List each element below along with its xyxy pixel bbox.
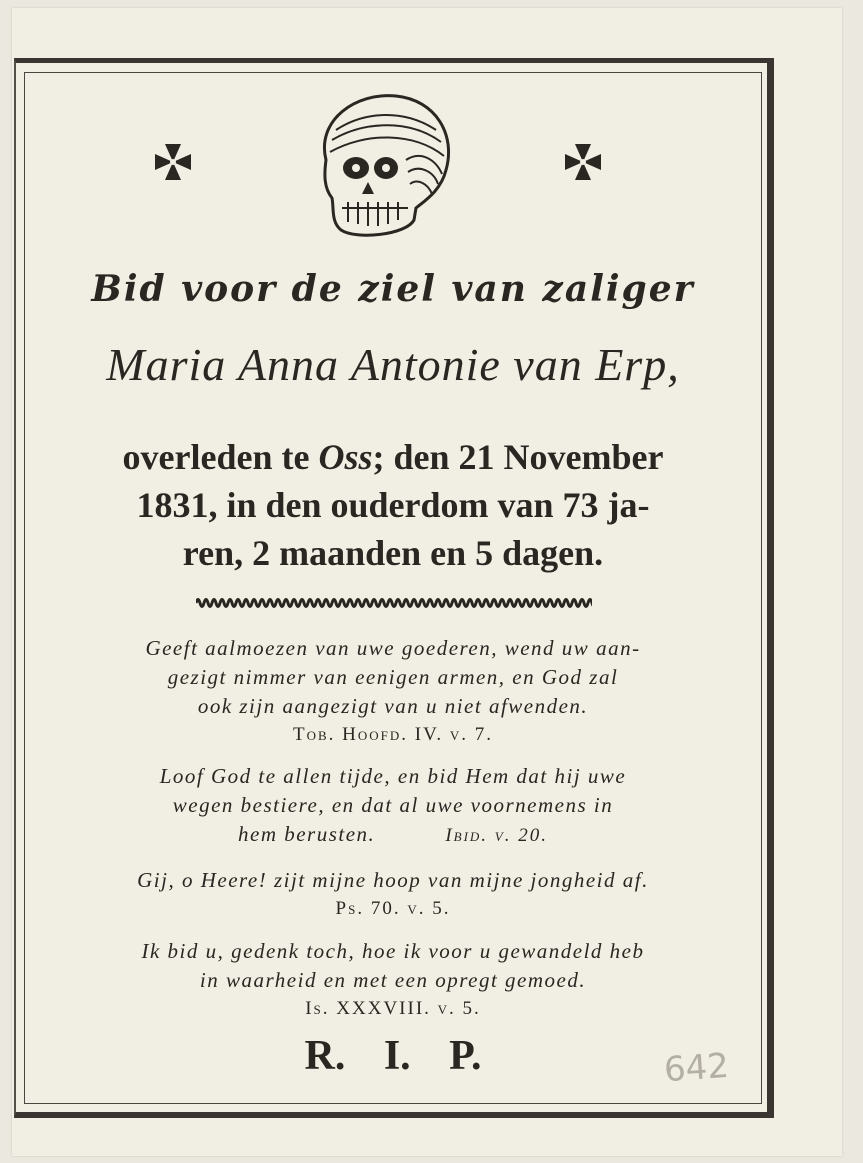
prayer-heading: Bid voor de ziel van zaliger — [91, 268, 695, 310]
pencil-inventory-number: 642 — [662, 1045, 731, 1091]
death-line-1b: ; den 21 November — [372, 437, 664, 477]
verse-4-line-2: in waarheid en met een opregt gemoed. — [199, 968, 587, 992]
verse-4-line-1: Ik bid u, gedenk toch, hoe ik voor u gewandeld heb — [141, 939, 645, 963]
verse-2 — [24, 762, 762, 850]
verse-1 — [24, 634, 762, 749]
verse-2-line-2: wegen bestiere, en dat al uwe voornemens in — [172, 793, 614, 817]
verse-3-reference: Ps. 70. v. 5. — [335, 898, 451, 919]
wavy-divider — [196, 594, 592, 612]
verse-1-line-2: gezigt nimmer van eenigen armen, en God zal — [167, 665, 619, 689]
verse-4 — [24, 937, 762, 1023]
rip-text: R. I. P. — [304, 1033, 482, 1079]
verse-4-reference: Is. XXXVIII. v. 5. — [305, 998, 481, 1019]
verse-2-line-3-text: hem berusten. — [238, 822, 376, 846]
skull-icon — [296, 90, 456, 250]
deceased-name: Maria Anna Antonie van Erp, — [106, 339, 680, 390]
verse-1-line-1: Geeft aalmoezen van uwe goederen, wend uw aan- — [145, 636, 641, 660]
death-place: Oss — [318, 437, 373, 477]
verse-2-reference: Ibid. v. 20. — [445, 825, 548, 846]
death-line-2: 1831, in den ouderdom van 73 ja- — [136, 485, 650, 525]
death-line-1 — [24, 433, 762, 481]
death-notice — [24, 433, 762, 577]
verse-1-reference: Tob. Hoofd. IV. v. 7. — [292, 724, 494, 745]
cross-left-icon — [153, 142, 193, 182]
cross-right-icon — [563, 142, 603, 182]
verse-3-line-1: Gij, o Heere! zijt mijne hoop van mijne jongheid af. — [137, 868, 649, 892]
verse-3 — [24, 866, 762, 923]
death-line-3: ren, 2 maanden en 5 dagen. — [182, 533, 604, 573]
verse-2-line-1: Loof God te allen tijde, en bid Hem dat hij uwe — [159, 764, 627, 788]
verse-2-line-3 — [24, 820, 762, 850]
verse-1-line-3: ook zijn aangezigt van u niet afwenden. — [197, 694, 589, 718]
death-line-1a: overleden te — [122, 437, 319, 477]
